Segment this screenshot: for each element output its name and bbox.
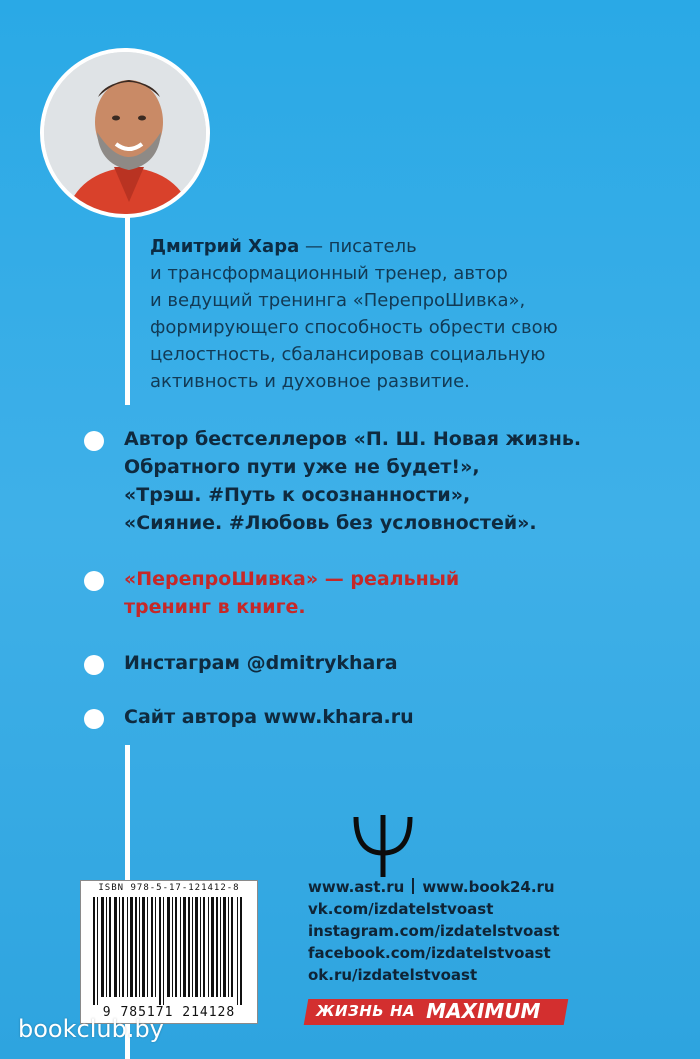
book24-link[interactable]: www.book24.ru [422,878,555,896]
series-part-2: MAXIMUM [426,999,541,1023]
publisher-links [308,876,608,986]
bio-line-2: и трансформационный тренер, автор [150,263,508,284]
bullet-bestsellers [124,425,664,537]
author-portrait-icon [44,52,210,218]
training-line-1: «ПерепроШивка» — реальный [124,568,460,590]
author-name: Дмитрий Хара [150,236,300,257]
instagram-link[interactable]: instagram.com/izdatelstvoast [308,922,560,940]
bestsellers-line-1: Автор бестселлеров «П. Ш. Новая жизнь. [124,428,582,450]
watermark: bookclub.by [18,1015,164,1043]
series-badge [304,999,569,1025]
bullet-dot-icon [84,571,104,591]
ok-link[interactable]: ok.ru/izdatelstvoast [308,966,478,984]
psi-logo-icon [352,813,414,879]
bio-line-4: формирующего способность обрести свою [150,317,558,338]
bio-line-6: активность и духовное развитие. [150,371,470,392]
links-row-1 [308,876,608,898]
bestsellers-line-4: «Сияние. #Любовь без условностей». [124,512,537,534]
bio-line-1 [150,233,670,260]
bullet-dot-icon [84,431,104,451]
vertical-line-top [125,200,130,405]
bio-line-5: целостность, сбалансировав социальную [150,344,546,365]
barcode-bars-icon [81,881,257,1023]
bio-line-1-rest: — писатель [299,236,417,257]
bullet-dot-icon [84,655,104,675]
author-photo [40,48,210,218]
bullet-website: Сайт автора www.khara.ru [124,706,414,728]
training-line-2: тренинг в книге. [124,596,306,618]
bestsellers-line-3: «Трэш. #Путь к осознанности», [124,484,471,506]
isbn-barcode [80,880,258,1024]
bullet-instagram: Инстаграм @dmitrykhara [124,652,398,674]
bullet-dot-icon [84,709,104,729]
link-separator [412,878,414,894]
bullet-training [124,565,664,621]
bestsellers-line-2: Обратного пути уже не будет!», [124,456,480,478]
bio-line-3: и ведущий тренинга «ПерепроШивка», [150,290,526,311]
ean-number: 9 785171 214128 [102,1005,236,1020]
vk-link[interactable]: vk.com/izdatelstvoast [308,900,494,918]
series-part-1: ЖИЗНЬ НА [316,1002,416,1020]
facebook-link[interactable]: facebook.com/izdatelstvoast [308,944,551,962]
author-bio [150,233,670,395]
isbn-label: ISBN 978-5-17-121412-8 [98,883,240,893]
ast-link[interactable]: www.ast.ru [308,878,405,896]
